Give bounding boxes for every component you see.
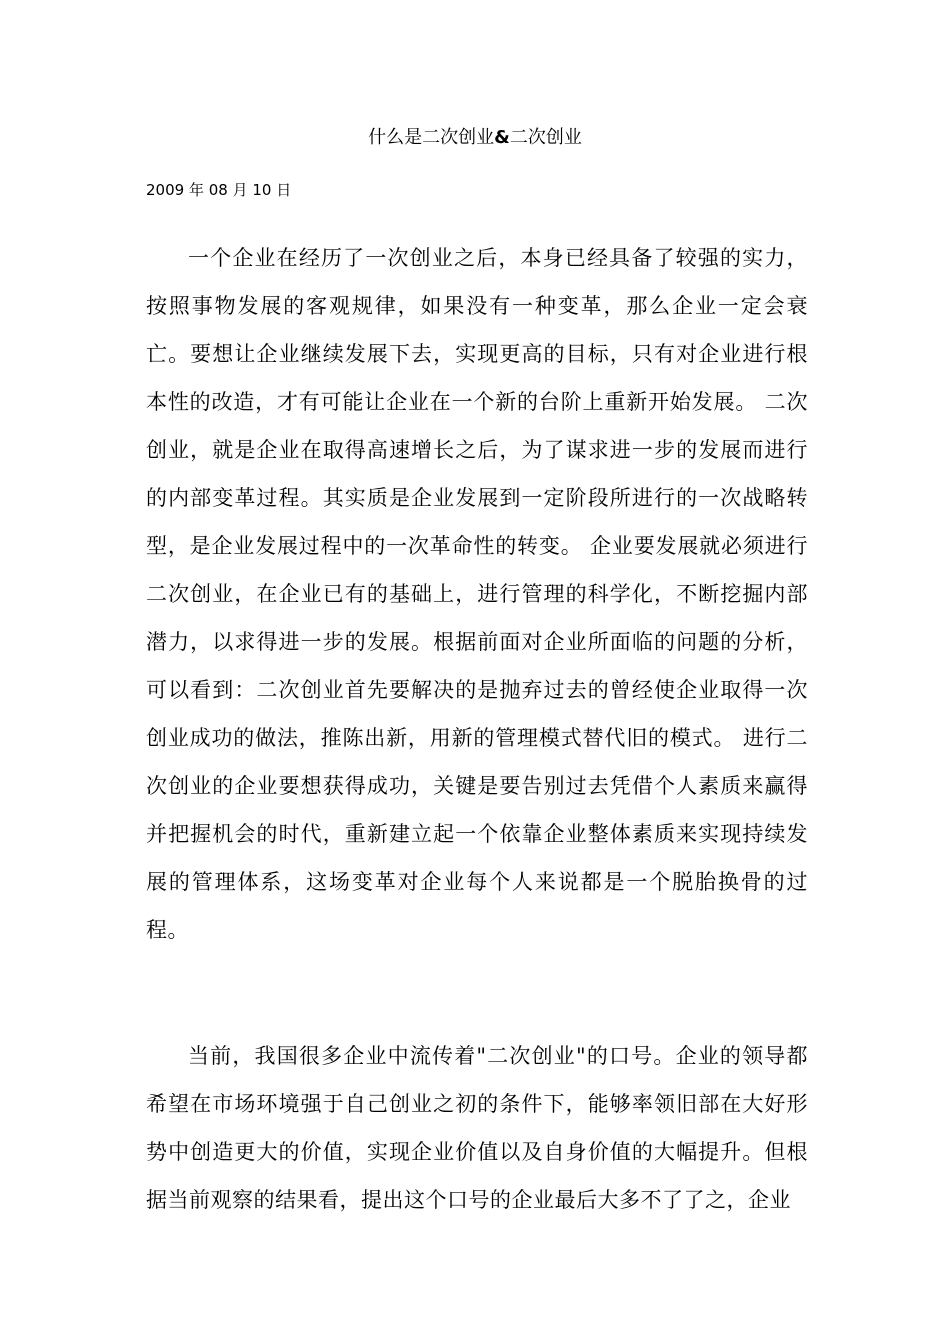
title-tail: 二次创业	[509, 127, 582, 148]
title-ampersand: &	[494, 127, 510, 148]
title-main: 什么是二次创业	[368, 127, 495, 148]
body-paragraph-2: 当前，我国很多企业中流传着"二次创业"的口号。企业的领导都希望在市场环境强于自己创业之初的条件下，能够率领旧部在大好形势中创造更大的价值，实现企业价值以及自身价值的大幅提升。但根据当前观察的结果看，提出这个口号的企业最后大多不了了之，企业	[146, 1044, 808, 1212]
body-paragraph-1: 一个企业在经历了一次创业之后，本身已经具备了较强的实力，按照事物发展的客观规律，如果没有一种变革，那么企业一定会衰亡。要想让企业继续发展下去，实现更高的目标，只有对企业进行根本性的改造，才有可能让企业在一个新的台阶上重新开始发展。 二次创业，就是企业在取得高速增长之后，为了谋求进一步的发展而进行的内部变革过程。其实质是企业发展到一定阶段所进行的一次战略转型，是企业发展过程中的一次革命性的转变。 企业要发展就必须进行二次创业，在企业已有的基础上，进行管理的科学化，不断挖掘内部潜力，以求得进一步的发展。根据前面对企业所面临的问题的分析，可以看到：二次创业首先要解决的是抛弃过去的曾经使企业取得一次创业成功的做法，推陈出新，用新的管理模式替代旧的模式。 进行二次创业的企业要想获得成功，关键是要告别过去凭借个人素质来赢得并把握机会的时代，重新建立起一个依靠企业整体素质来实现持续发展的管理体系，这场变革对企业每个人来说都是一个脱胎换骨的过程。	[146, 246, 808, 942]
document-date: 2009 年 08 月 10 日	[146, 181, 292, 199]
page-title	[0, 126, 950, 150]
